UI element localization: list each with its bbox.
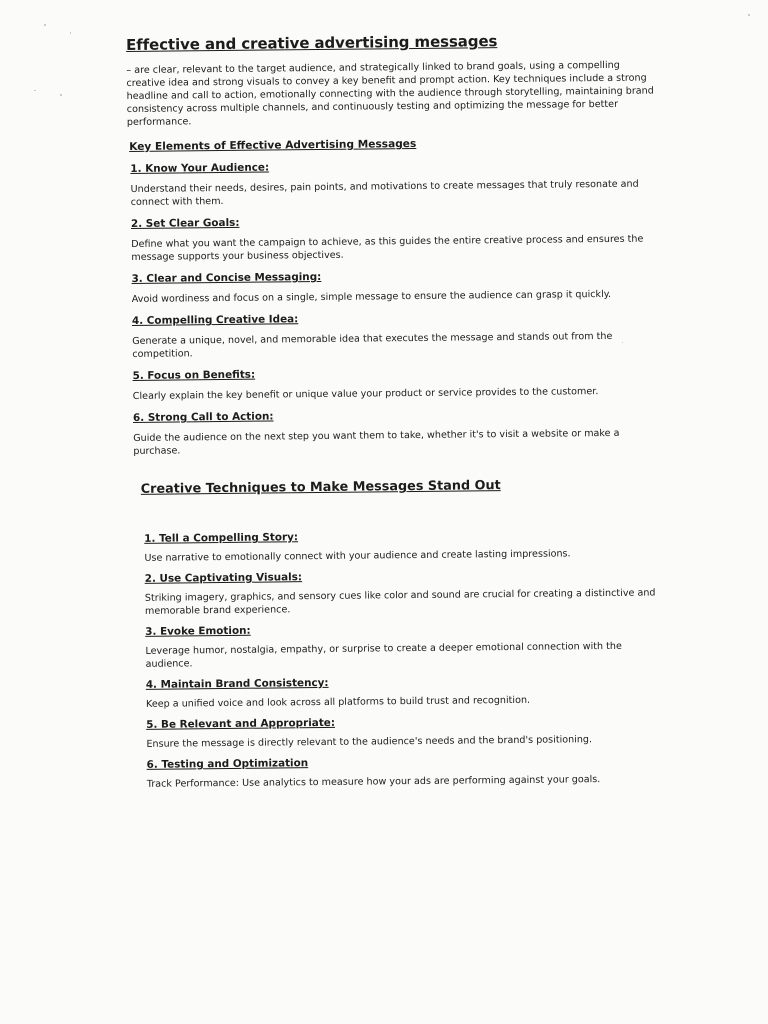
- list-item: [147, 753, 664, 790]
- list-item: [145, 620, 662, 670]
- item-body: Ensure the message is directly relevant to the audience's needs and the brand's positioning.: [146, 734, 593, 750]
- item-heading: 2. Set Clear Goals:: [130, 216, 240, 230]
- section-heading-key-elements: Key Elements of Effective Advertising Messages: [129, 137, 417, 153]
- creative-techniques-list: [141, 527, 664, 790]
- list-item: [144, 527, 661, 564]
- item-body: Generate a unique, novel, and memorable idea that executes the message and stands out from the competition.: [132, 330, 613, 360]
- item-body: Track Performance: Use analytics to measure how your ads are performing against your goals.: [146, 774, 601, 790]
- item-heading: 2. Use Captivating Visuals:: [144, 571, 303, 585]
- list-item: [133, 406, 660, 458]
- item-heading: 5. Focus on Benefits:: [132, 368, 256, 382]
- item-body: Leverage humor, nostalgia, empathy, or surprise to create a deeper emotional connection with the audience.: [145, 640, 622, 670]
- section-heading-creative-techniques: Creative Techniques to Make Messages Stand Out: [140, 478, 501, 497]
- item-body: Keep a unified voice and look across all platforms to build trust and recognition.: [145, 694, 531, 710]
- list-item: [132, 309, 659, 361]
- item-body: Define what you want the campaign to achieve, as this guides the entire creative process and ensures the message supports your business objectives.: [131, 233, 644, 263]
- item-body: Clearly explain the key benefit or unique value your product or service provides to the customer.: [132, 386, 599, 402]
- item-heading: 5. Be Relevant and Appropriate:: [146, 716, 336, 731]
- list-item: [145, 567, 662, 617]
- item-body: Striking imagery, graphics, and sensory cues like color and sound are crucial for creating a distinctive and memorable brand experience.: [144, 587, 656, 617]
- item-heading: 4. Compelling Creative Idea:: [131, 313, 299, 327]
- item-heading: 3. Evoke Emotion:: [145, 624, 251, 638]
- item-body: Avoid wordiness and focus on a single, simple message to ensure the audience can grasp it quickly.: [131, 288, 612, 305]
- list-item: [131, 267, 658, 306]
- document-body: [126, 30, 664, 799]
- list-item: [132, 364, 659, 403]
- scan-speck: [70, 32, 71, 34]
- item-body: Use narrative to emotionally connect with your audience and create lasting impressions.: [144, 548, 571, 564]
- item-heading: 6. Strong Call to Action:: [132, 410, 274, 424]
- document-title: Effective and creative advertising messages: [126, 32, 498, 54]
- item-heading: 1. Tell a Compelling Story:: [144, 531, 299, 545]
- intro-paragraph: – are clear, relevant to the target audience, and strategically linked to brand goals, using a compelling creative idea and strong visuals to convey a key benefit and prompt action. Key techniques include a strong headline and call to action, emotionally connecting with the audience through storytelling, maintaining brand consistency across multiple channels, and continuously testing and optimizing the message for better performance.: [126, 59, 654, 128]
- scan-speck: [34, 90, 36, 91]
- item-heading: 1. Know Your Audience:: [130, 161, 270, 175]
- item-body: Guide the audience on the next step you want them to take, whether it's to visit a website or make a purchase.: [133, 427, 620, 457]
- item-heading: 3. Clear and Concise Messaging:: [131, 270, 322, 285]
- item-heading: 4. Maintain Brand Consistency:: [145, 676, 329, 691]
- item-heading: 6. Testing and Optimization: [146, 757, 309, 771]
- scan-speck: [44, 24, 46, 26]
- scan-speck: [60, 94, 62, 96]
- key-elements-list: [127, 157, 660, 458]
- item-body: Understand their needs, desires, pain points, and motivations to create messages that truly resonate and connect with them.: [130, 178, 639, 208]
- list-item: [146, 713, 663, 750]
- list-item: [130, 157, 657, 209]
- scan-speck: [748, 14, 750, 16]
- list-item: [131, 212, 658, 264]
- list-item: [146, 673, 663, 710]
